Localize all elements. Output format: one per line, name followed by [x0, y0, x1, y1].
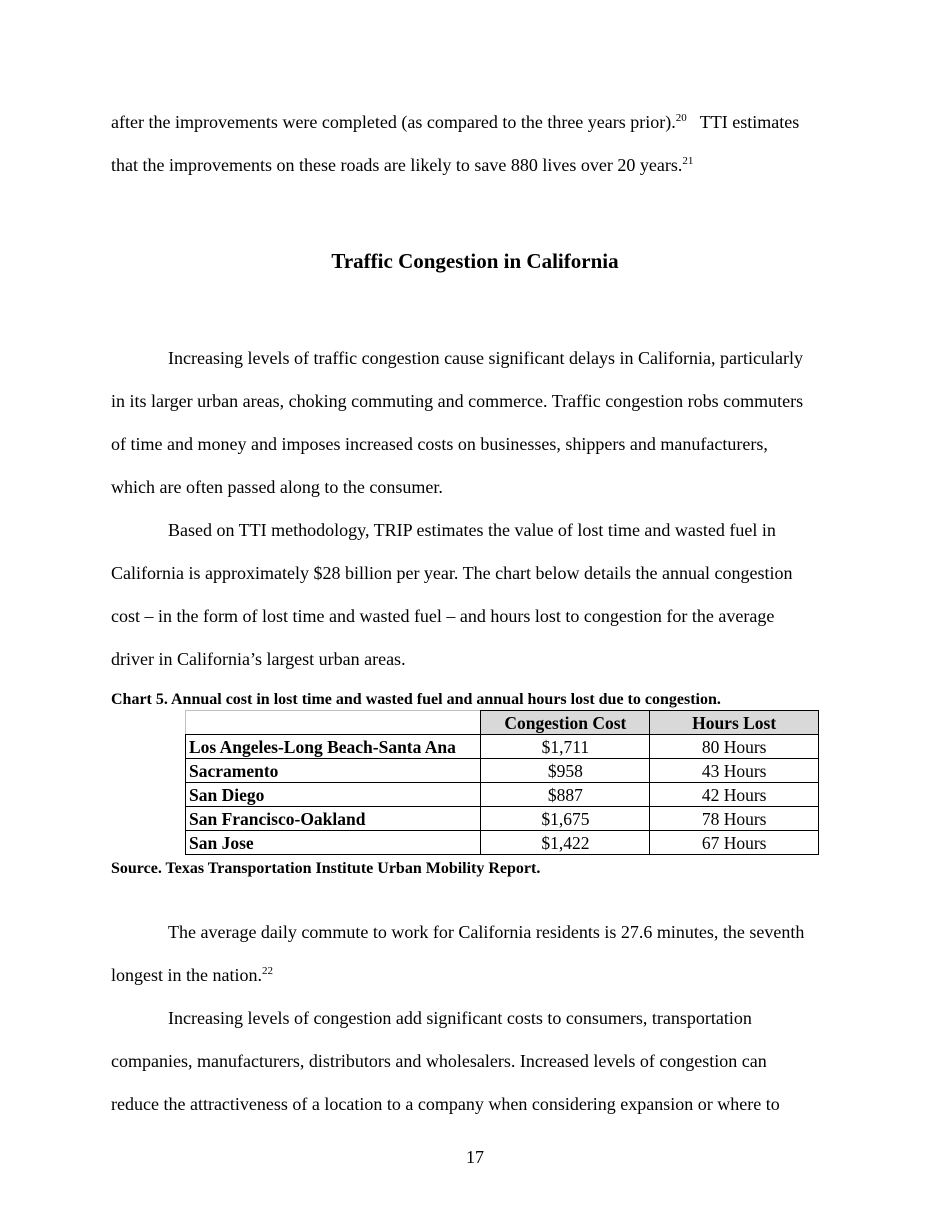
intro-line-1: [111, 111, 799, 133]
row-hours: 67 Hours: [650, 831, 819, 855]
header-hours-lost: Hours Lost: [650, 711, 819, 735]
congestion-table: [185, 710, 819, 855]
row-city: Sacramento: [186, 759, 481, 783]
para4-line-1: Increasing levels of congestion add significant costs to consumers, transportation: [168, 1008, 752, 1028]
para4-line-3: reduce the attractiveness of a location to a company when considering expansion or where to: [111, 1094, 780, 1114]
intro-text-1: after the improvements were completed (as compared to the three years prior).: [111, 112, 676, 132]
table-header-row: [186, 711, 819, 735]
row-cost: $1,675: [481, 807, 650, 831]
para1-line-3: of time and money and imposes increased costs on businesses, shippers and manufacturers,: [111, 434, 768, 454]
row-city: San Diego: [186, 783, 481, 807]
para1-line-1: Increasing levels of traffic congestion cause significant delays in California, particularly: [168, 348, 803, 368]
para3-text-2: longest in the nation.: [111, 965, 262, 985]
footnote-ref-22[interactable]: 22: [261, 965, 273, 977]
row-hours: 43 Hours: [650, 759, 819, 783]
row-hours: 42 Hours: [650, 783, 819, 807]
header-congestion-cost: Congestion Cost: [481, 711, 650, 735]
para1-line-4: which are often passed along to the consumer.: [111, 477, 443, 497]
chart-source: Source. Texas Transportation Institute Urban Mobility Report.: [111, 860, 541, 877]
para2-line-3: cost – in the form of lost time and wasted fuel – and hours lost to congestion for the average: [111, 606, 775, 626]
para3-line-2: [111, 964, 273, 986]
row-cost: $1,711: [481, 735, 650, 759]
row-city: San Jose: [186, 831, 481, 855]
intro-line-2: [111, 154, 693, 176]
intro-text-1b: TTI estimates: [699, 112, 800, 132]
page-number: 17: [466, 1147, 484, 1167]
table-row: [186, 783, 819, 807]
section-heading: Traffic Congestion in California: [331, 249, 619, 273]
chart-caption: Chart 5. Annual cost in lost time and wasted fuel and annual hours lost due to congestion.: [111, 691, 721, 708]
row-hours: 78 Hours: [650, 807, 819, 831]
intro-text-2: that the improvements on these roads are likely to save 880 lives over 20 years.: [111, 155, 683, 175]
row-cost: $887: [481, 783, 650, 807]
para4-line-2: companies, manufacturers, distributors and wholesalers. Increased levels of congestion can: [111, 1051, 767, 1071]
row-city: San Francisco-Oakland: [186, 807, 481, 831]
para2-line-4: driver in California’s largest urban areas.: [111, 649, 406, 669]
header-blank-cell: [186, 711, 481, 735]
row-cost: $1,422: [481, 831, 650, 855]
table-row: [186, 759, 819, 783]
para2-line-1: Based on TTI methodology, TRIP estimates the value of lost time and wasted fuel in: [168, 520, 776, 540]
row-city: Los Angeles-Long Beach-Santa Ana: [186, 735, 481, 759]
row-hours: 80 Hours: [650, 735, 819, 759]
table-row: [186, 807, 819, 831]
row-cost: $958: [481, 759, 650, 783]
table-row: [186, 831, 819, 855]
para2-line-2: California is approximately $28 billion per year. The chart below details the annual congestion: [111, 563, 793, 583]
footnote-ref-20[interactable]: 20: [675, 112, 687, 124]
footnote-ref-21[interactable]: 21: [682, 155, 694, 167]
table-row: [186, 735, 819, 759]
para3-line-1: The average daily commute to work for California residents is 27.6 minutes, the seventh: [168, 922, 805, 942]
para1-line-2: in its larger urban areas, choking commuting and commerce. Traffic congestion robs commuters: [111, 391, 804, 411]
